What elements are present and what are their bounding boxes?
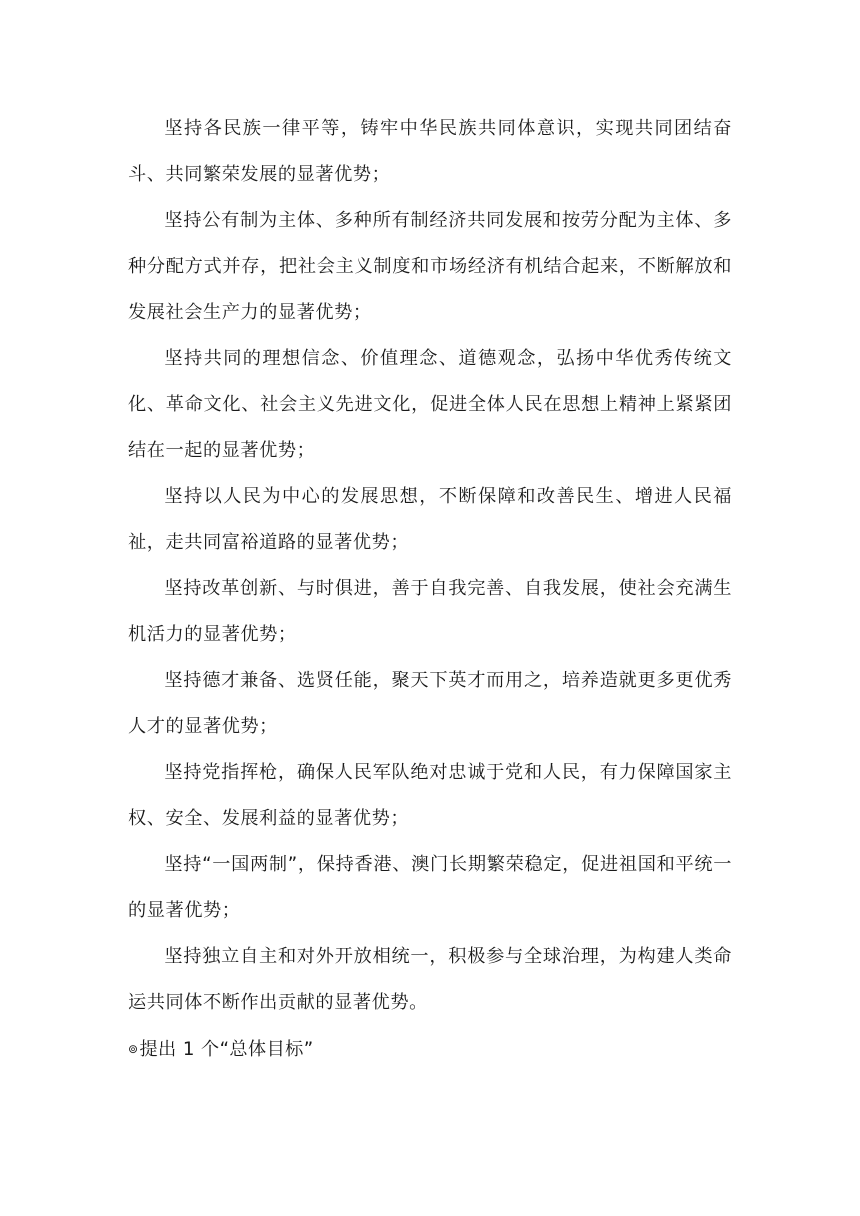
paragraph-party-command: 坚持党指挥枪，确保人民军队绝对忠诚于党和人民，有力保障国家主权、安全、发展利益的显著优势； xyxy=(128,762,732,829)
paragraph-public-ownership: 坚持公有制为主体、多种所有制经济共同发展和按劳分配为主体、多种分配方式并存，把社会主义制度和市场经济有机结合起来，不断解放和发展社会生产力的显著优势； xyxy=(128,210,732,323)
paragraph-ethnic-equality: 坚持各民族一律平等，铸牢中华民族共同体意识，实现共同团结奋斗、共同繁荣发展的显著优势； xyxy=(128,118,732,185)
bullet-icon: ⊚ xyxy=(128,1042,139,1056)
paragraph-people-centered: 坚持以人民为中心的发展思想，不断保障和改善民生、增进人民福祉，走共同富裕道路的显著优势； xyxy=(128,486,732,553)
paragraph-independence-openness: 坚持独立自主和对外开放相统一，积极参与全球治理，为构建人类命运共同体不断作出贡献的显著优势。 xyxy=(128,946,732,1013)
document-body xyxy=(128,106,732,1073)
paragraph-one-country-two-systems: 坚持“一国两制”，保持香港、澳门长期繁荣稳定，促进祖国和平统一的显著优势； xyxy=(128,854,732,921)
paragraph-talent: 坚持德才兼备、选贤任能，聚天下英才而用之，培养造就更多更优秀人才的显著优势； xyxy=(128,670,732,737)
section-heading-overall-goal xyxy=(128,1026,732,1073)
paragraph-reform-innovation: 坚持改革创新、与时俱进，善于自我完善、自我发展，使社会充满生机活力的显著优势； xyxy=(128,578,732,645)
paragraph-shared-ideals: 坚持共同的理想信念、价值理念、道德观念，弘扬中华优秀传统文化、革命文化、社会主义先进文化，促进全体人民在思想上精神上紧紧团结在一起的显著优势； xyxy=(128,348,732,461)
section-heading-text: 提出 1 个“总体目标” xyxy=(139,1039,314,1060)
